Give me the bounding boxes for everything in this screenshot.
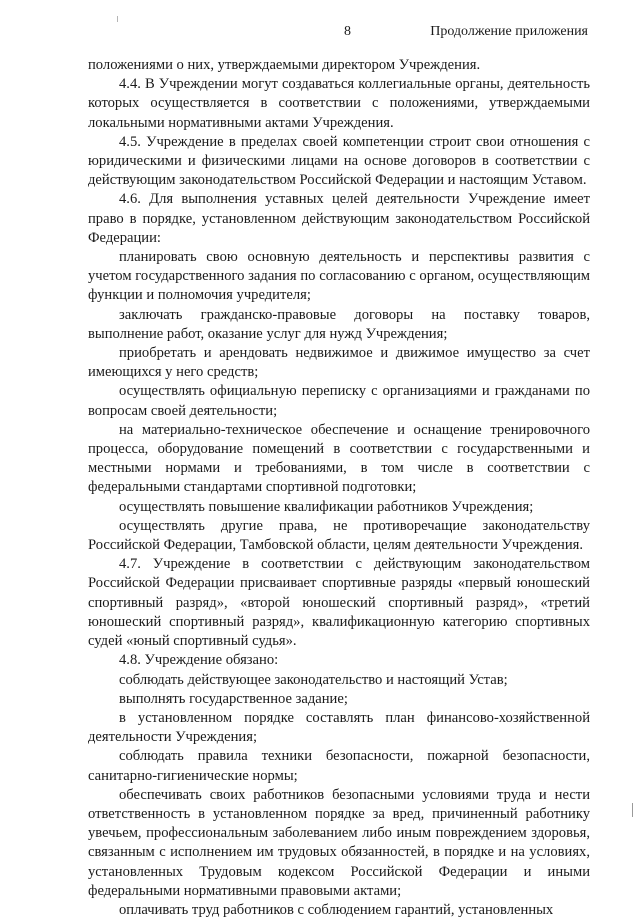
paragraph: 4.8. Учреждение обязано:: [119, 652, 279, 669]
paragraph: положениями о них, утверждаемыми директором Учреждения.: [88, 57, 481, 73]
document-body: [88, 56, 590, 920]
list-item: на материально-техническое обеспечение и оснащение тренировочного процесса, оборудование помещений в соответствии с государственными и местными нормами и требованиями, в том числе в соответствии с федеральными стандартами спортивной подготовки;: [88, 421, 590, 496]
list-item: осуществлять повышение квалификации работников Учреждения;: [119, 498, 534, 515]
list-item: приобретать и арендовать недвижимое и движимое имущество за счет имеющихся у него средств;: [88, 345, 590, 381]
list-item: оплачивать труд работников с соблюдением гарантий, установленных: [119, 901, 554, 918]
continuation-label: Продолжение приложения: [430, 24, 588, 39]
paragraph: 4.7. Учреждение в соответствии с действующим законодательством Российской Федерации присваивает спортивные разряды «первый юношеский спортивный разряд», «второй юношеский спортивный разряд», «третий юношеский спортивный разряд», квалификационную категорию спортивных судей «юный спортивный судья».: [88, 556, 590, 650]
scan-artifact: [632, 803, 633, 817]
scan-artifact: [117, 16, 118, 22]
list-item: осуществлять официальную переписку с организациями и гражданами по вопросам своей деятельности;: [88, 383, 590, 419]
page-header: [0, 24, 640, 44]
list-item: в установленном порядке составлять план финансово-хозяйственной деятельности Учреждения;: [88, 709, 590, 746]
list-item: обеспечивать своих работников безопасными условиями труда и нести ответственность в установленном порядке за вред, причиненный работнику увечьем, профессиональным заболеванием либо иным повреждением здоровья, связанным с исполнением им трудовых обязанностей, в порядке и на условиях, установленных Трудовым кодексом Российской Федерации и иными федеральными нормативными правовыми актами;: [88, 786, 590, 899]
list-item: осуществлять другие права, не противоречащие законодательству Российской Федерации, Тамбовской области, целям деятельности Учреждения.: [88, 517, 590, 554]
paragraph: 4.4. В Учреждении могут создаваться коллегиальные органы, деятельность которых осуществляется в соответствии с положениями, утверждаемыми локальными нормативными актами Учреждения.: [88, 76, 590, 131]
list-item: соблюдать правила техники безопасности, пожарной безопасности, санитарно-гигиенические нормы;: [88, 748, 590, 784]
list-item: соблюдать действующее законодательство и настоящий Устав;: [119, 671, 508, 688]
list-item: заключать гражданско-правовые договоры на поставку товаров, выполнение работ, оказание услуг для нужд Учреждения;: [88, 306, 590, 342]
paragraph: 4.6. Для выполнения уставных целей деятельности Учреждение имеет право в порядке, установленном действующим законодательством Российской Федерации:: [88, 191, 590, 246]
page-number: 8: [344, 24, 351, 39]
list-item: планировать свою основную деятельность и перспективы развития с учетом государственного задания по согласованию с органом, осуществляющим функции и полномочия учредителя;: [88, 249, 590, 304]
list-item: выполнять государственное задание;: [119, 690, 348, 707]
paragraph: 4.5. Учреждение в пределах своей компетенции строит свои отношения с юридическими и физическими лицами на основе договоров в соответствии с действующим законодательством Российской Федерации и настоящим Уставом.: [88, 133, 590, 189]
